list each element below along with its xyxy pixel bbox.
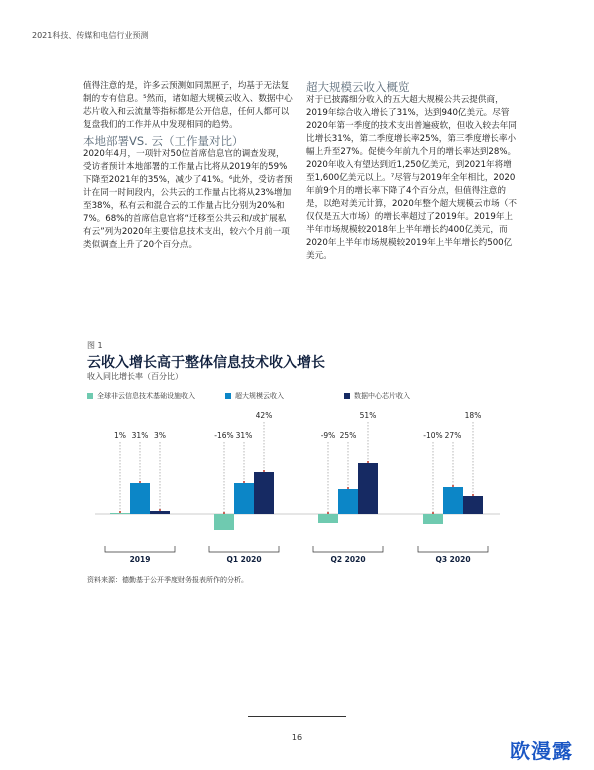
data-label-0-2: 3%	[154, 431, 166, 440]
data-label-1-1: 31%	[235, 431, 253, 440]
section-heading-hyperscale-overview: 超大规模云收入概览	[306, 80, 410, 94]
data-label-3-2: 18%	[464, 411, 482, 420]
page-number: 16	[291, 733, 303, 742]
bar-0-0	[110, 513, 130, 514]
category-bracket-1	[209, 546, 279, 552]
leader-dot-2-2	[367, 461, 369, 463]
data-label-3-1: 27%	[444, 431, 462, 440]
data-label-1-2: 42%	[255, 411, 273, 420]
leader-dot-2-1	[347, 487, 349, 489]
data-label-0-0: 1%	[114, 431, 126, 440]
data-label-2-0: -9%	[320, 431, 336, 440]
bar-1-1	[234, 483, 254, 514]
bar-0-1	[130, 483, 150, 514]
footer-rule	[248, 716, 346, 717]
legend-label-datacenter-chips: 数据中心芯片收入	[354, 392, 410, 400]
bar-3-0	[423, 514, 443, 524]
category-bracket-0	[105, 546, 175, 552]
category-label-0: 2019	[129, 555, 151, 564]
leader-dot-3-0	[432, 512, 434, 514]
category-bracket-3	[418, 546, 488, 552]
right-paragraph-1: 对于已披露细分收入的五大超大规模公共云提供商，2019年综合收入增长了31%，达到940亿美元。尽管2020年第一季度的技术支出普遍疲软，但收入较去年同比增长31%，第二季度增长率25%，第三季度增长率小幅上升至27%。促使今年前九个月的增长率达到28%。2020年收入有望达到近1,250亿美元，到2021年将增至1,600亿美元以上。⁷尽管与2019年全年相比，2020年前9个月的增长率下降了4个百分点，但值得注意的是，以绝对美元计算，2020年整个超大规模云市场（不仅仅是五大市场）的增长率超过了2019年。2019年上半年市场规模较2018年上半年增长约400亿美元，而2020年上半年市场规模较2019年上半年增长约500亿美元。	[306, 95, 517, 261]
data-label-3-0: -10%	[423, 431, 443, 440]
bar-3-1	[443, 487, 463, 514]
section-heading-on-prem-vs-cloud: 本地部署VS. 云（工作量对比）	[83, 134, 244, 148]
figure-subtitle: 收入同比增长率（百分比）	[87, 372, 183, 381]
leader-dot-3-2	[472, 494, 474, 496]
leader-dot-0-2	[159, 509, 161, 511]
leader-dot-3-1	[452, 485, 454, 487]
category-label-1: Q1 2020	[226, 555, 262, 564]
bar-0-2	[150, 511, 170, 514]
bar-3-2	[463, 496, 483, 514]
watermark-logo: 欧漫露	[510, 739, 573, 763]
data-label-0-1: 31%	[131, 431, 149, 440]
legend-label-non-cloud: 全球非云信息技术基础设施收入	[97, 392, 195, 400]
data-label-2-1: 25%	[339, 431, 357, 440]
leader-dot-2-0	[327, 512, 329, 514]
bar-1-0	[214, 514, 234, 530]
category-label-2: Q2 2020	[330, 555, 366, 564]
leader-dot-1-1	[243, 481, 245, 483]
figure-source: 资料来源：德勤基于公开季度财务报表所作的分析。	[87, 576, 248, 584]
figure-title: 云收入增长高于整体信息技术收入增长	[87, 355, 325, 371]
leader-dot-0-1	[139, 481, 141, 483]
bar-2-0	[318, 514, 338, 523]
left-paragraph-2: 2020年4月，一项针对50位首席信息官的调查发现，受访者预计本地部署的工作量占比将从2019年的59%下降至2021年的35%，减少了41%。⁶此外，受访者预计在同一时间段内，公共云的工作量占比将从23%增加至38%，私有云和混合云的工作量占比分别为20%和7%。68%的首席信息官将“迁移至公共云和/或扩展私有云”列为2020年主要信息技术支出，较六个月前一项类似调查上升了20个百分点。	[83, 149, 293, 250]
category-label-3: Q3 2020	[435, 555, 471, 564]
leader-dot-1-0	[223, 512, 225, 514]
bar-2-2	[358, 463, 378, 514]
category-bracket-2	[313, 546, 383, 552]
leader-dot-0-0	[119, 511, 121, 513]
leader-dot-1-2	[263, 470, 265, 472]
legend-label-hyperscale: 超大规模云收入	[235, 392, 284, 400]
data-label-2-2: 51%	[359, 411, 377, 420]
running-header: 2021科技、传媒和电信行业预测	[32, 31, 149, 40]
bar-2-1	[338, 489, 358, 514]
bar-1-2	[254, 472, 274, 514]
left-paragraph-1: 值得注意的是，许多云预测如同黑匣子，均基于无法复制的专有信息。⁵然而，诸如超大规模云收入、数据中心芯片收入和云流量等指标都是公开信息，任何人都可以复盘我们的工作并从中发现相同的趋势。	[83, 81, 293, 130]
figure-label: 图 1	[87, 341, 103, 350]
data-label-1-0: -16%	[214, 431, 234, 440]
